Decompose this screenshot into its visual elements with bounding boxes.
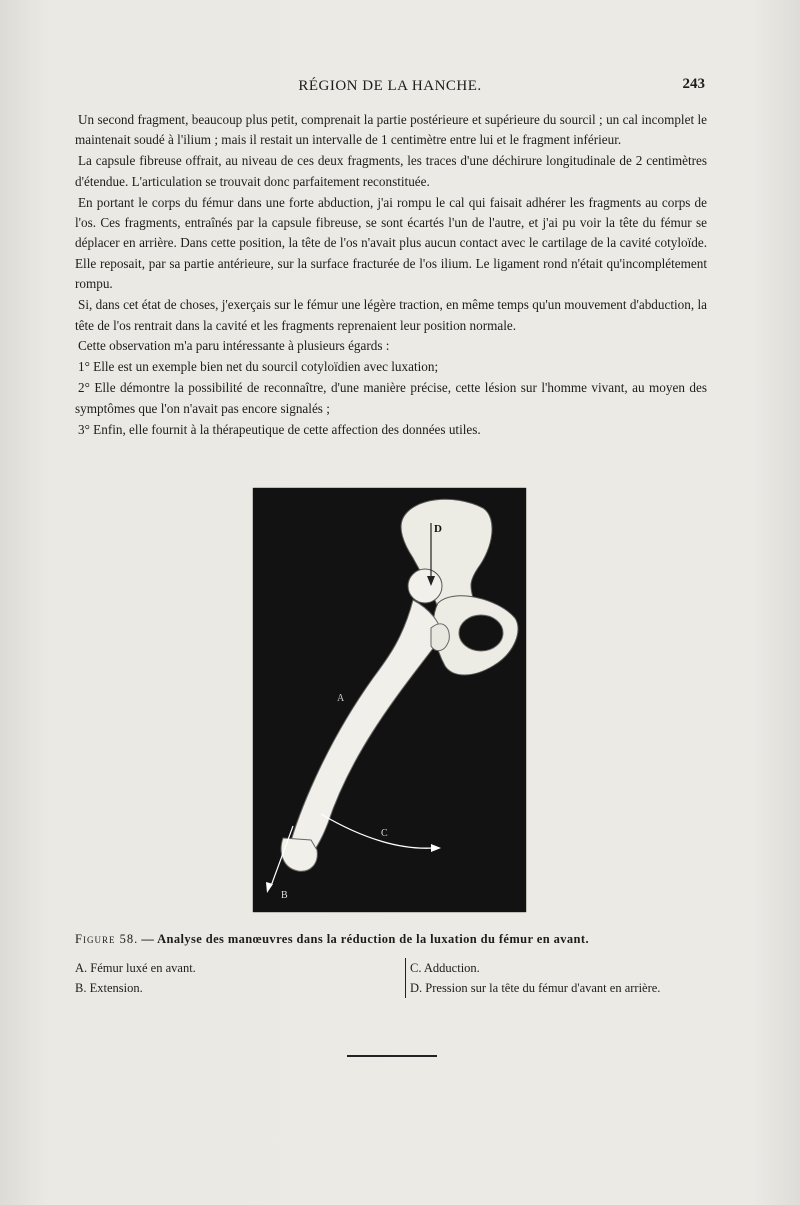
paragraph-3: En portant le corps du fémur dans une forte abduction, j'ai rompu le cal qui faisait adhérer les fragments au corps de l'os. Ces fragments, entraînés par la capsule fibreuse, se sont écartés l'un de l'autre, et j'ai pu voir la tête du fémur se déplacer en arrière. Dans cette position, la tête de l'os n'avait plus aucun contact avec le cartilage de la cavité cotyloïde. Elle reposait, par sa partie antérieure, sur la surface fracturée de l'os ilium. Le ligament rond n'était qu'incomplétement rompu.	[75, 194, 707, 292]
femur-shaft	[289, 600, 441, 853]
body-text	[75, 110, 707, 441]
femur-illustration	[253, 488, 526, 912]
figure-plate	[253, 488, 526, 912]
label-d: D	[434, 523, 442, 535]
label-c: C	[381, 828, 388, 839]
paragraph-7: 2° Elle démontre la possibilité de reconnaître, d'une manière précise, cette lésion sur l'homme vivant, au moyen des symptômes que l'on n'avait pas encore signalés ;	[75, 380, 707, 416]
obturator-foramen	[459, 615, 503, 651]
paragraph-8: 3° Enfin, elle fournit à la thérapeutique de cette affection des données utiles.	[78, 421, 481, 437]
label-a: A	[337, 693, 345, 704]
legend-left	[75, 958, 395, 998]
figure-caption	[75, 932, 707, 947]
page-header	[75, 78, 705, 98]
figure-number: Figure 58.	[75, 932, 139, 946]
arrow-c	[321, 814, 433, 848]
legend-right	[405, 958, 710, 998]
paragraph-2: La capsule fibreuse offrait, au niveau de ces deux fragments, les traces d'une déchirure longitudinale de 2 centimètres d'étendue. L'articulation se trouvait donc parfaitement reconstituée.	[75, 153, 707, 189]
page-number: 243	[682, 76, 705, 92]
femoral-head	[408, 569, 442, 603]
legend-item-a: A. Fémur luxé en avant.	[75, 961, 196, 975]
running-title: RÉGION DE LA HANCHE.	[298, 78, 482, 94]
legend-item-d: D. Pression sur la tête du fémur d'avant en arrière.	[410, 981, 661, 995]
paragraph-4: Si, dans cet état de choses, j'exerçais sur le fémur une légère traction, en même temps qu'un mouvement d'abduction, la tête de l'os rentrait dans la cavité et les fragments reprenaient leur position normale.	[75, 297, 707, 333]
section-rule	[347, 1055, 437, 1057]
arrow-c-head	[431, 844, 441, 852]
paragraph-6: 1° Elle est un exemple bien net du sourcil cotyloïdien avec luxation;	[78, 359, 439, 375]
figure-title: — Analyse des manœuvres dans la réduction de la luxation du fémur en avant.	[141, 932, 589, 946]
label-b: B	[281, 890, 288, 901]
legend-item-c: C. Adduction.	[410, 961, 480, 975]
paragraph-5: Cette observation m'a paru intéressante à plusieurs égards :	[78, 338, 390, 354]
legend-item-b: B. Extension.	[75, 981, 143, 995]
paragraph-1: Un second fragment, beaucoup plus petit, comprenait la partie postérieure et supérieure du sourcil ; un cal incomplet le maintenait soudé à l'ilium ; mais il restait un intervalle de 1 centimètre entre lui et le fragment inférieur.	[75, 112, 707, 148]
